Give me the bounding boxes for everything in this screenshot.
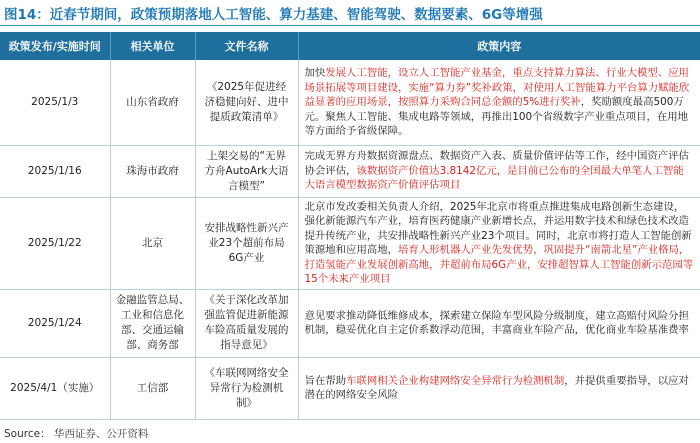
cell-content bbox=[298, 197, 700, 289]
highlight-text: 发展人工智能，设立人工智能产业基金，重点支持算力算法、行业大模型、应用场景拓展等项目建设，实施“算力券”奖补政策，对使用人工智能算力平台算力赋能欣益显著的应用场景，按照算力采购合同总金额的5%进行奖补 bbox=[304, 67, 690, 108]
highlight-text: 车联网相关企业构建网络安全异常行为检测机制 bbox=[346, 374, 565, 387]
cell-content bbox=[298, 145, 700, 197]
header-unit: 相关单位 bbox=[110, 32, 195, 60]
table-row bbox=[0, 145, 700, 197]
highlight-text: 该数据资产价值达3.8142亿元，是目前已公布的全国最大单笔人工智能大语言模型数据资产价值评估项目 bbox=[304, 164, 684, 192]
cell-content bbox=[298, 289, 700, 357]
cell-document: 《车联网网络安全异常行为检测机制》 bbox=[195, 357, 298, 419]
header-content: 政策内容 bbox=[298, 32, 700, 60]
content-text: ，奖励额度最高500万元。聚焦人工智能、集成电路等领域，再推出100个省级数字产业重点项目，在用地等方面给予省级保障。 bbox=[304, 96, 689, 137]
table-row bbox=[0, 60, 700, 145]
cell-document: 《2025年促进经济稳健向好、进中提质政策清单》 bbox=[195, 60, 298, 145]
cell-content bbox=[298, 60, 700, 145]
content-text: 北京市发改委相关负责人介绍，2025年北京市将重点推进集成电路创新生态建设，强化新能源汽车产业，培育医药健康产业新增长点，并运用数字技术和绿色技术改造提升传统产业，共安排战略性新兴产业23个项目。同时，北京市将打造人工智能创新策源地和应用高地， bbox=[304, 200, 692, 256]
figure-title: 图14：近春节期间，政策预期落地人工智能、算力基建、智能驾驶、数据要素、6G等增强 bbox=[4, 6, 543, 23]
cell-document: 《关于深化改革加强监管促进新能源车险高质量发展的指导意见》 bbox=[195, 289, 298, 357]
cell-unit: 北京 bbox=[110, 197, 195, 289]
table-row bbox=[0, 357, 700, 419]
figure-title-bar bbox=[0, 0, 700, 26]
content-text: 旨在帮助 bbox=[304, 374, 347, 387]
highlight-text: 培育人形机器人产业先发优势，巩固提升“南箭北星”产业格局，打造氢能产业发展创新高地，并超前布局6G产业，安排超智算人工智能创新示范园等15个未来产业项目 bbox=[304, 244, 694, 285]
source-note: Source： 华西证券、公开资料 bbox=[4, 428, 149, 440]
policy-table bbox=[0, 32, 700, 420]
cell-content bbox=[298, 357, 700, 419]
content-text: ，并提供重要指导，以应对潜在的网络安全风险 bbox=[304, 374, 689, 401]
cell-date: 2025/4/1（实施） bbox=[0, 357, 110, 419]
header-document: 文件名称 bbox=[195, 32, 298, 60]
cell-date: 2025/1/3 bbox=[0, 60, 110, 145]
content-text: 完成无界方舟数据资源盘点、数据资产入表、质量价值评估等工作，经中国资产评估协会评估， bbox=[304, 150, 689, 177]
cell-unit: 山东省政府 bbox=[110, 60, 195, 145]
cell-document: 安排战略性新兴产业23个超前布局6G产业 bbox=[195, 197, 298, 289]
content-text: 加快 bbox=[304, 67, 326, 79]
table-row bbox=[0, 197, 700, 289]
cell-date: 2025/1/16 bbox=[0, 145, 110, 197]
table-row bbox=[0, 289, 700, 357]
cell-unit: 珠海市政府 bbox=[110, 145, 195, 197]
header-date: 政策发布/实施时间 bbox=[0, 32, 110, 60]
content-text: 意见要求推动降低维修成本，探索建立保险车型风险分级制度，建立高赔付风险分担机制，稳妥优化自主定价系数浮动范围，丰富商业车险产品，优化商业车险基准费率 bbox=[304, 309, 689, 336]
cell-unit: 金融监管总局、工业和信息化部、交通运输部、商务部 bbox=[110, 289, 195, 357]
cell-date: 2025/1/24 bbox=[0, 289, 110, 357]
cell-date: 2025/1/22 bbox=[0, 197, 110, 289]
cell-document: 上架交易的“无界方舟AutoArk大语言模型” bbox=[195, 145, 298, 197]
cell-unit: 工信部 bbox=[110, 357, 195, 419]
header-row bbox=[0, 32, 700, 60]
